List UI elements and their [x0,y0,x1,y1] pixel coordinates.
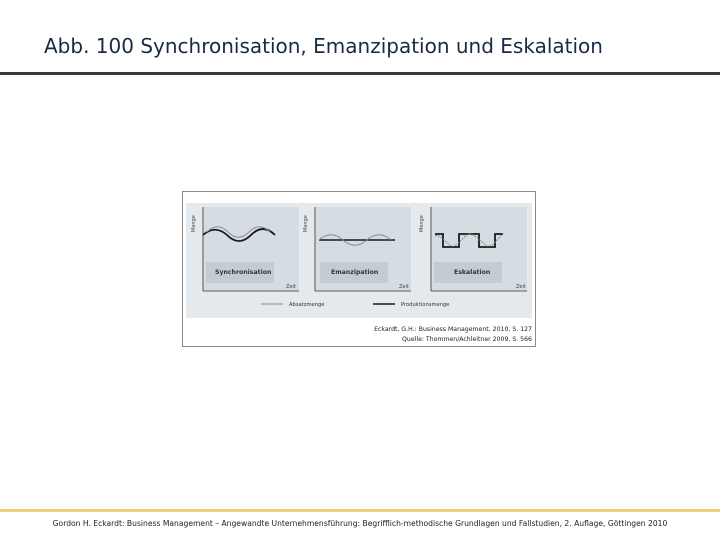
x-axis-label: Zeit [286,284,296,290]
figure-frame [182,191,536,347]
x-axis-label: Zeit [516,284,526,290]
footer-citation: Gordon H. Eckardt: Business Management – Angewandte Unternehmensführung: Begrifflich-methodische Grundlagen und Fallstudien, 2. Auflage, Göttingen 2010 [52,519,668,528]
source-line-2: Quelle: Thommen/Achleitner 2009, S. 566 [402,336,532,343]
legend-sales-label: Absatzmenge [289,302,325,308]
legend-production-label: Produktionsmenge [401,302,450,308]
panel-emanzipation [303,207,411,291]
title-divider [0,72,720,75]
diagram-svg [183,192,535,346]
panel-synchronisation [191,207,299,291]
panel-label: Synchronisation [215,269,272,276]
source-line-1: Eckardt, G.H.: Business Management, 2010, S. 127 [374,326,532,333]
y-axis-label: Menge [191,215,197,232]
slide-title: Abb. 100 Synchronisation, Emanzipation und Eskalation [44,34,603,58]
x-axis-label: Zeit [399,284,409,290]
panel-eskalation [419,207,527,291]
panel-label: Emanzipation [331,269,379,276]
y-axis-label: Menge [303,215,309,232]
y-axis-label: Menge [419,215,425,232]
panel-label: Eskalation [454,269,491,276]
footer-divider [0,509,720,512]
